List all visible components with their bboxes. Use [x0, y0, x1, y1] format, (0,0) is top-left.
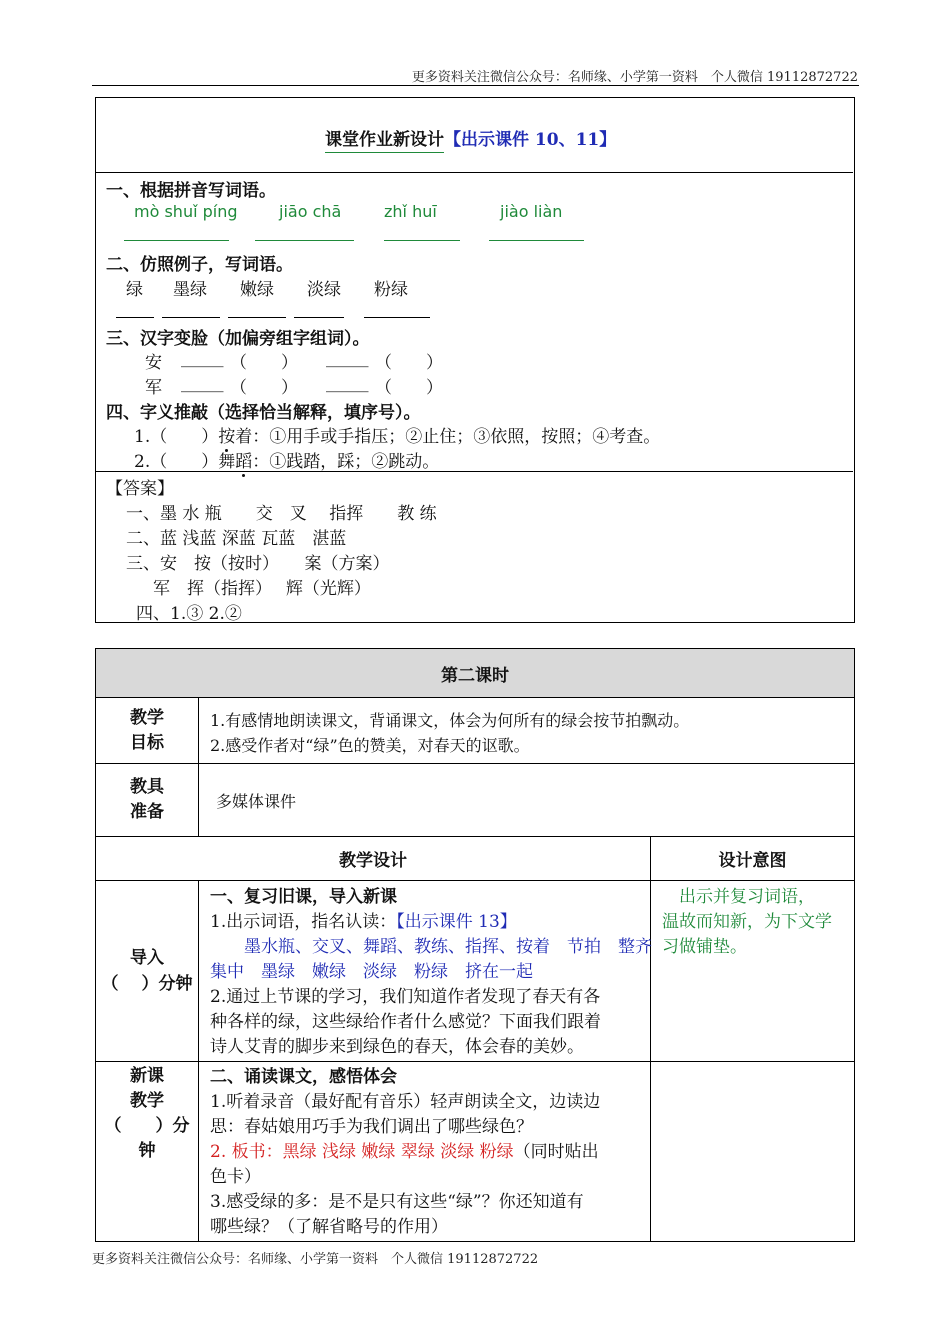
- answer-line-q1: 一、墨 水 瓶 交 叉 指挥 教 练: [126, 504, 437, 524]
- intent-header: 设计意图: [718, 851, 787, 871]
- newlesson-l3-b: 哪些绿？（了解省略号的作用）: [210, 1217, 448, 1237]
- intro-l2-c: 诗人艾青的脚步来到绿色的春天，体会春的美妙。: [210, 1037, 584, 1057]
- intro-words-2: 集中 墨绿 嫩绿 淡绿 粉绿 挤在一起: [210, 962, 533, 982]
- intro-intent-1: 出示并复习词语，: [662, 887, 815, 907]
- newlesson-l2: [210, 1140, 600, 1165]
- newlesson-l3-a: 3.感受绿的多：是不是只有这些“绿”？你还知道有: [210, 1192, 584, 1212]
- goal-1: 1.有感情地朗读课文，背诵课文，体会为何所有的绿会按节拍飘动。: [210, 711, 690, 730]
- lesson-title: 第二课时: [96, 649, 854, 697]
- intro-label-2: （ ）分钟: [101, 974, 193, 994]
- col-line-label-bottom: [198, 880, 199, 1242]
- q4-item-2: [134, 447, 439, 472]
- q2-word-1: 绿: [126, 280, 143, 300]
- q4-item1-rest: 着：①用手或手指压；②止住；③依照，按照；④考查。: [235, 427, 661, 447]
- newlesson-l1-b: 思：春姑娘用巧手为我们调出了哪些绿色？: [210, 1117, 533, 1137]
- intro-l1-tag: 【出示课件 13】: [396, 912, 517, 932]
- q4-item2-prefix: 2.（ ）舞: [134, 452, 236, 472]
- newlesson-label-1: 新课: [130, 1066, 164, 1086]
- newlesson-label: [96, 1064, 198, 1164]
- q3-paren-1[interactable]: （ ）: [230, 353, 298, 373]
- newlesson-l2-board: 2. 板书：黑绿 浅绿 嫩绿 翠绿 淡绿 粉绿: [210, 1142, 514, 1162]
- q3-char-an: 安: [145, 353, 162, 373]
- title-divider: [96, 172, 853, 173]
- answer-line-q4: 四、1.③ 2.②: [136, 604, 242, 624]
- intro-l1-prefix: 1.出示词语，指名认读：: [210, 912, 397, 932]
- q4-heading: 四、字义推敲（选择恰当解释，填序号）。: [106, 403, 421, 423]
- answer-line-q2: 二、蓝 浅蓝 深蓝 瓦蓝 湛蓝: [126, 529, 347, 549]
- q2-heading: 二、仿照例子，写词语。: [106, 255, 293, 275]
- goal-2: 2.感受作者对“绿”色的赞美，对春天的讴歌。: [210, 736, 530, 755]
- q3-heading: 三、汉字变脸（加偏旁组字组词）。: [106, 329, 370, 349]
- prep-label-1: 教具: [130, 777, 164, 797]
- q3-blank-1[interactable]: _____: [181, 348, 224, 368]
- pinyin-4: jiào liàn: [500, 202, 563, 221]
- q4-item-1: [134, 422, 660, 447]
- prep-value: 多媒体课件: [216, 792, 297, 811]
- newlesson-l1-a: 1.听着录音（最好配有音乐）轻声朗读全文，边读边: [210, 1092, 601, 1112]
- newlesson-l2-cont: 色卡）: [210, 1167, 261, 1187]
- newlesson-label-3: （ ）分: [104, 1116, 190, 1136]
- pinyin-3: zhǐ huī: [384, 202, 437, 221]
- row-line-1: [95, 697, 855, 698]
- answer-line-4[interactable]: [489, 240, 584, 241]
- newlesson-content: [210, 1065, 600, 1240]
- q2-word-5: 粉绿: [374, 280, 408, 300]
- prep-label-2: 准备: [130, 802, 164, 822]
- q2-blank-3[interactable]: [228, 317, 286, 318]
- q4-item2-rest: ：①践踏，踩；②跳动。: [252, 452, 440, 472]
- intro-content: [210, 885, 652, 1060]
- answer-line-q3b: 军 挥（指挥） 辉（光辉）: [136, 579, 371, 599]
- q1-heading: 一、根据拼音写词语。: [106, 181, 276, 201]
- q2-word-2: 墨绿: [173, 280, 207, 300]
- newlesson-label-4: 钟: [138, 1141, 156, 1161]
- q3-blank-2[interactable]: _____: [326, 348, 369, 368]
- q2-blank-4[interactable]: [294, 317, 344, 318]
- homework-title: [325, 125, 616, 150]
- answer-label: 【答案】: [106, 479, 174, 499]
- goal-label-2: 目标: [130, 732, 164, 753]
- q3-blank-3[interactable]: _____: [181, 373, 224, 393]
- intro-intent: [662, 885, 832, 960]
- row-line-4: [95, 880, 855, 881]
- newlesson-label-2: 教学: [130, 1091, 164, 1111]
- homework-title-text: 课堂作业新设计: [325, 130, 444, 153]
- q3-char-jun: 军: [145, 378, 162, 398]
- header-divider: [92, 85, 859, 86]
- page-footer-text: 更多资料关注微信公众号：名师缘、小学第一资料 个人微信 19112872722: [92, 1252, 539, 1267]
- design-header: 教学设计: [339, 851, 407, 871]
- intro-l2-a: 2.通过上节课的学习，我们知道作者发现了春天有各: [210, 987, 601, 1007]
- q4-item2-word: 蹈: [235, 452, 253, 472]
- newlesson-heading: 二、诵读课文，感悟体会: [210, 1067, 397, 1087]
- pinyin-2: jiāo chā: [279, 202, 342, 221]
- goal-label: [96, 698, 198, 763]
- goal-label-1: 教学: [130, 707, 164, 728]
- courseware-tag: 【出示课件 10、11】: [444, 130, 617, 150]
- pinyin-1: mò shuǐ píng: [134, 202, 238, 221]
- intro-heading: 一、复习旧课，导入新课: [210, 887, 397, 907]
- answer-line-3[interactable]: [384, 240, 460, 241]
- intro-l2-b: 种各样的绿，这些绿给作者什么感觉？下面我们跟着: [210, 1012, 601, 1032]
- q2-blank-5[interactable]: [364, 317, 430, 318]
- q3-paren-2[interactable]: （ ）: [375, 353, 443, 373]
- q4-item1-prefix: 1.（ ）: [134, 427, 219, 447]
- answer-line-1[interactable]: [124, 240, 229, 241]
- newlesson-l2-rest: （同时贴出: [513, 1142, 599, 1162]
- intro-words-1: 墨水瓶、交叉、舞蹈、教练、指挥、按着 节拍 整齐: [210, 937, 652, 957]
- intro-intent-3: 习做铺垫。: [662, 937, 747, 957]
- q2-word-3: 嫩绿: [240, 280, 274, 300]
- q3-blank-4[interactable]: _____: [326, 373, 369, 393]
- intro-line-1: [210, 910, 652, 935]
- intro-intent-2: 温故而知新，为下文学: [662, 912, 832, 932]
- page-header-text: 更多资料关注微信公众号：名师缘、小学第一资料 个人微信 19112872722: [411, 70, 858, 85]
- row-line-5: [95, 1061, 855, 1062]
- intro-label: [96, 881, 198, 1061]
- q3-paren-4[interactable]: （ ）: [375, 378, 443, 398]
- q4-item1-word: 按: [218, 427, 236, 447]
- row-line-2: [95, 763, 855, 764]
- q2-word-4: 淡绿: [307, 280, 341, 300]
- answer-line-q3a: 三、安 按（按时） 案（方案）: [126, 554, 390, 574]
- prep-label: [96, 764, 198, 836]
- answer-line-2[interactable]: [255, 240, 354, 241]
- q2-blank-1[interactable]: [116, 317, 154, 318]
- intro-label-1: 导入: [130, 948, 164, 968]
- col-line-label-top: [198, 697, 199, 836]
- q3-paren-3[interactable]: （ ）: [230, 378, 298, 398]
- q2-blank-2[interactable]: [162, 317, 220, 318]
